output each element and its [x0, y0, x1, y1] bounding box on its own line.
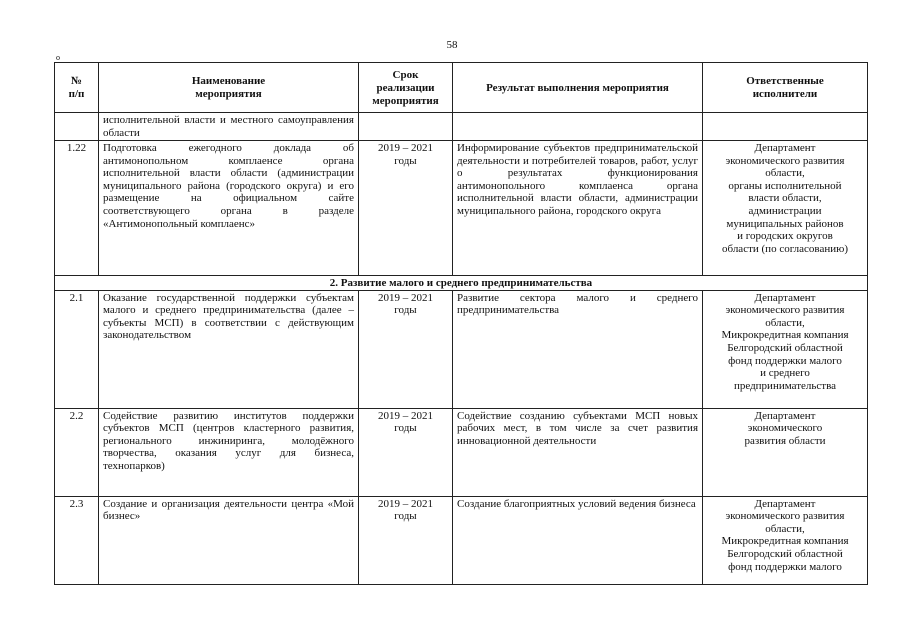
activity-term	[359, 113, 453, 141]
activity-responsible: Департамент экономического развития области	[703, 408, 868, 496]
activity-result: Содействие созданию субъектами МСП новых рабочих мест, в том числе за счет развития инновационной деятельности	[453, 408, 703, 496]
activity-responsible: Департамент экономического развития области, органы исполнительной власти области, администрации муниципальных районов и городских округов области (по согласованию)	[703, 141, 868, 276]
activities-table	[54, 62, 868, 585]
activity-responsible: Департамент экономического развития области, Микрокредитная компания Белгородский областной фонд поддержки малого	[703, 496, 868, 584]
activity-term: 2019 – 2021 годы	[359, 408, 453, 496]
activity-result	[453, 113, 703, 141]
header-name: Наименование мероприятия	[99, 63, 359, 113]
table-row	[55, 141, 868, 276]
header-term: Срок реализации мероприятия	[359, 63, 453, 113]
row-number: 2.1	[55, 290, 99, 408]
row-number: 1.22	[55, 141, 99, 276]
activity-result: Информирование субъектов предпринимательской деятельности и потребителей товаров, работ, услуг о результатах функционирования антимонопольного комплаенса органа исполнительной власти области, администрации муниципального района, городского округа	[453, 141, 703, 276]
table-row	[55, 290, 868, 408]
table-row	[55, 408, 868, 496]
activity-responsible: Департамент экономического развития области, Микрокредитная компания Белгородский областной фонд поддержки малого и среднего предпринимательства	[703, 290, 868, 408]
table-row	[55, 113, 868, 141]
section-title: 2. Развитие малого и среднего предпринимательства	[55, 276, 868, 291]
table-header-row	[55, 63, 868, 113]
activity-result: Развитие сектора малого и среднего предпринимательства	[453, 290, 703, 408]
header-result: Результат выполнения мероприятия	[453, 63, 703, 113]
row-number	[55, 113, 99, 141]
activity-responsible	[703, 113, 868, 141]
activity-name: Оказание государственной поддержки субъектам малого и среднего предпринимательства (далее – субъекты МСП) в соответствии с действующим законодательством	[99, 290, 359, 408]
activity-term: 2019 – 2021 годы	[359, 496, 453, 584]
activity-result: Создание благоприятных условий ведения бизнеса	[453, 496, 703, 584]
row-number: 2.2	[55, 408, 99, 496]
row-number: 2.3	[55, 496, 99, 584]
activity-name: Создание и организация деятельности центра «Мой бизнес»	[99, 496, 359, 584]
page-number: 58	[446, 39, 458, 51]
table-row	[55, 496, 868, 584]
activity-term: 2019 – 2021 годы	[359, 290, 453, 408]
activity-name: Подготовка ежегодного доклада об антимонопольном комплаенсе органа исполнительной власти области (администрации муниципального района (городского округа) и его размещение на официальном сайте соответствующего органа в разделе «Антимонопольный комплаенс»	[99, 141, 359, 276]
activity-name: исполнительной власти и местного самоуправления области	[99, 113, 359, 141]
activity-term: 2019 – 2021 годы	[359, 141, 453, 276]
activity-name: Содействие развитию институтов поддержки субъектов МСП (центров кластерного развития, регионального инжиниринга, молодёжного творчества, оказания услуг для бизнеса, технопарков)	[99, 408, 359, 496]
header-responsible: Ответственные исполнители	[703, 63, 868, 113]
section-heading-row	[55, 276, 868, 291]
corner-mark: о	[56, 53, 60, 62]
header-num: № п/п	[55, 63, 99, 113]
